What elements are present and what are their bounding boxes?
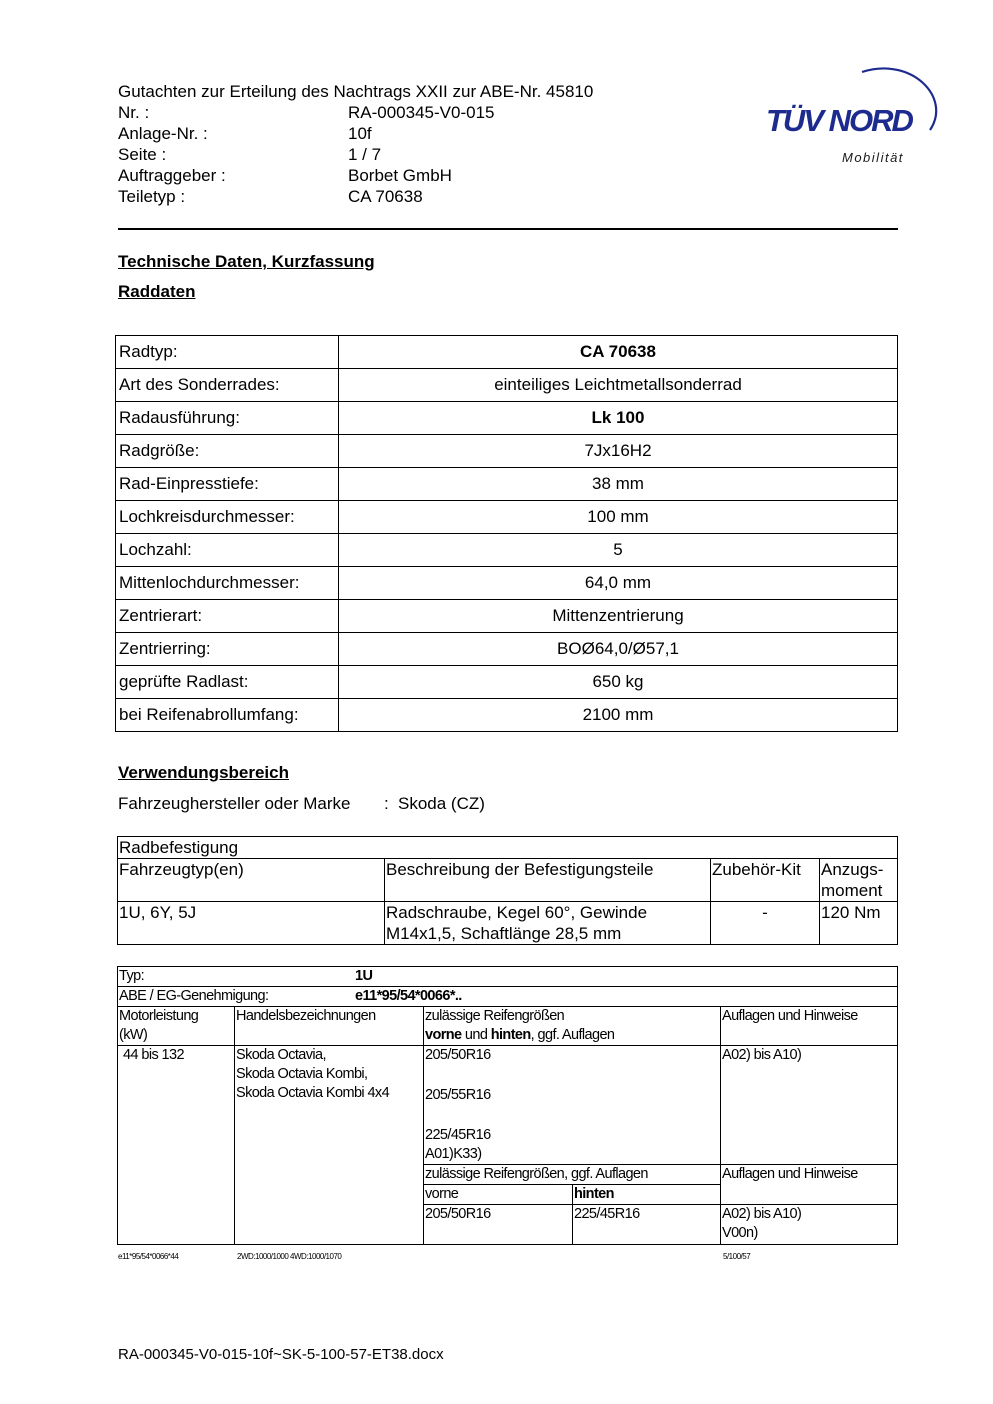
- typ-value: 1U: [355, 968, 373, 984]
- document-header: [118, 81, 593, 207]
- header-row: [118, 186, 593, 207]
- raddaten-label: bei Reifenabrollumfang:: [116, 699, 339, 732]
- cell-mix-hinten: 225/45R16: [573, 1205, 721, 1245]
- raddaten-row: [116, 666, 898, 699]
- header-label: Auftraggeber :: [118, 166, 226, 185]
- raddaten-value: 650 kg: [339, 666, 898, 699]
- raddaten-table: [115, 335, 898, 732]
- cell-fahrzeugtyp: 1U, 6Y, 5J: [118, 902, 385, 945]
- raddaten-row: [116, 435, 898, 468]
- raddaten-label: Zentrierart:: [116, 600, 339, 633]
- abe-value: e11*95/54*0066*..: [355, 988, 462, 1004]
- header-row: [118, 123, 593, 144]
- raddaten-row: [116, 336, 898, 369]
- radbefestigung-title: Radbefestigung: [118, 837, 898, 859]
- raddaten-row: [116, 468, 898, 501]
- header-value: Borbet GmbH: [348, 166, 452, 185]
- raddaten-label: Lochkreisdurchmesser:: [116, 501, 339, 534]
- raddaten-value: 100 mm: [339, 501, 898, 534]
- h2-reifen: zulässige Reifengrößen, ggf. Auflagen: [424, 1165, 721, 1185]
- raddaten-label: Radgröße:: [116, 435, 339, 468]
- header-row: [118, 165, 593, 186]
- header-value: 10f: [348, 124, 372, 143]
- raddaten-label: Rad-Einpresstiefe:: [116, 468, 339, 501]
- h2-hinten: hinten: [573, 1185, 721, 1205]
- cell-motor: 44 bis 132: [118, 1046, 235, 1245]
- h-auflagen: Auflagen und Hinweise: [721, 1007, 898, 1046]
- header-label: Anlage-Nr. :: [118, 124, 208, 143]
- header-value: 1 / 7: [348, 145, 382, 164]
- header-row: [118, 144, 593, 165]
- raddaten-row: [116, 501, 898, 534]
- raddaten-row: [116, 402, 898, 435]
- raddaten-row: [116, 567, 898, 600]
- col-zubehoer: Zubehör-Kit: [711, 859, 820, 902]
- raddaten-label: geprüfte Radlast:: [116, 666, 339, 699]
- header-label: Teiletyp :: [118, 187, 186, 206]
- abe-row: [118, 987, 898, 1007]
- tiny-code-c: 5/100/57: [723, 1252, 751, 1261]
- logo-brand: TÜV NORD: [766, 103, 912, 138]
- raddaten-row: [116, 699, 898, 732]
- header-label: Nr. :: [118, 103, 150, 122]
- raddaten-value: 7Jx16H2: [339, 435, 898, 468]
- h-handelsbezeichnungen: Handelsbezeichnungen: [235, 1007, 424, 1046]
- h2-vorne: vorne: [424, 1185, 573, 1205]
- raddaten-label: Lochzahl:: [116, 534, 339, 567]
- header-row: [118, 102, 593, 123]
- logo-sub: Mobilität: [842, 150, 904, 165]
- section-verwendung: Verwendungsbereich: [118, 763, 289, 782]
- cell-mix-auflagen: A02) bis A10) V00n): [721, 1205, 898, 1245]
- hersteller-label: Fahrzeughersteller oder Marke: [118, 794, 351, 813]
- raddaten-row: [116, 369, 898, 402]
- raddaten-value: 5: [339, 534, 898, 567]
- raddaten-value: CA 70638: [339, 336, 898, 369]
- section-raddaten: Raddaten: [118, 282, 196, 301]
- footer-filename: RA-000345-V0-015-10f~SK-5-100-57-ET38.docx: [118, 1346, 444, 1363]
- raddaten-row: [116, 633, 898, 666]
- section-tech: Technische Daten, Kurzfassung: [118, 252, 375, 271]
- raddaten-row: [116, 600, 898, 633]
- h2-auflagen: Auflagen und Hinweise: [721, 1165, 898, 1205]
- header-value: CA 70638: [348, 187, 423, 206]
- cell-beschreibung: Radschraube, Kegel 60°, Gewinde M14x1,5, Schaftlänge 28,5 mm: [385, 902, 711, 945]
- raddaten-row: [116, 534, 898, 567]
- raddaten-value: 64,0 mm: [339, 567, 898, 600]
- raddaten-value: 38 mm: [339, 468, 898, 501]
- header-label: Seite :: [118, 145, 167, 164]
- h-motorleistung: Motorleistung (kW): [118, 1007, 235, 1046]
- raddaten-value: BOØ64,0/Ø57,1: [339, 633, 898, 666]
- col-beschreibung: Beschreibung der Befestigungsteile: [385, 859, 711, 902]
- tiny-code-a: e11*95/54*0066*44: [118, 1252, 179, 1261]
- raddaten-label: Zentrierring:: [116, 633, 339, 666]
- header-divider: [118, 228, 898, 230]
- radbefestigung-table: [117, 836, 898, 945]
- cell-auflagen: A02) bis A10): [721, 1046, 898, 1165]
- abe-label: ABE / EG-Genehmigung:: [119, 988, 269, 1004]
- cell-anzugsmoment: 120 Nm: [820, 902, 898, 945]
- typ-table: [117, 966, 898, 1245]
- raddaten-value: Mittenzentrierung: [339, 600, 898, 633]
- raddaten-label: Radausführung:: [116, 402, 339, 435]
- hersteller-sep: :: [384, 794, 389, 813]
- hersteller-value: Skoda (CZ): [398, 794, 485, 813]
- tiny-code-b: 2WD:1000/1000 4WD:1000/1070: [237, 1252, 342, 1261]
- cell-zubehoer: -: [711, 902, 820, 945]
- cell-mix-vorne: 205/50R16: [424, 1205, 573, 1245]
- report-title: Gutachten zur Erteilung des Nachtrags XXII zur ABE-Nr. 45810: [118, 82, 594, 101]
- raddaten-label: Radtyp:: [116, 336, 339, 369]
- col-fahrzeugtyp: Fahrzeugtyp(en): [118, 859, 385, 902]
- raddaten-value: 2100 mm: [339, 699, 898, 732]
- cell-reifen: 205/50R16 205/55R16 225/45R16 A01)K33): [424, 1046, 721, 1165]
- tuev-nord-logo: [762, 58, 942, 170]
- cell-handel: Skoda Octavia, Skoda Octavia Kombi, Skoda Octavia Kombi 4x4: [235, 1046, 424, 1245]
- raddaten-value: Lk 100: [339, 402, 898, 435]
- h-reifen: zulässige Reifengrößen vorne und hinten, ggf. Auflagen: [424, 1007, 721, 1046]
- raddaten-value: einteiliges Leichtmetallsonderrad: [339, 369, 898, 402]
- header-value: RA-000345-V0-015: [348, 103, 495, 122]
- hersteller-line: [118, 794, 485, 814]
- raddaten-label: Mittenlochdurchmesser:: [116, 567, 339, 600]
- col-anzugsmoment: Anzugs- moment: [820, 859, 898, 902]
- typ-row: [118, 967, 898, 987]
- raddaten-label: Art des Sonderrades:: [116, 369, 339, 402]
- typ-label: Typ:: [119, 968, 144, 984]
